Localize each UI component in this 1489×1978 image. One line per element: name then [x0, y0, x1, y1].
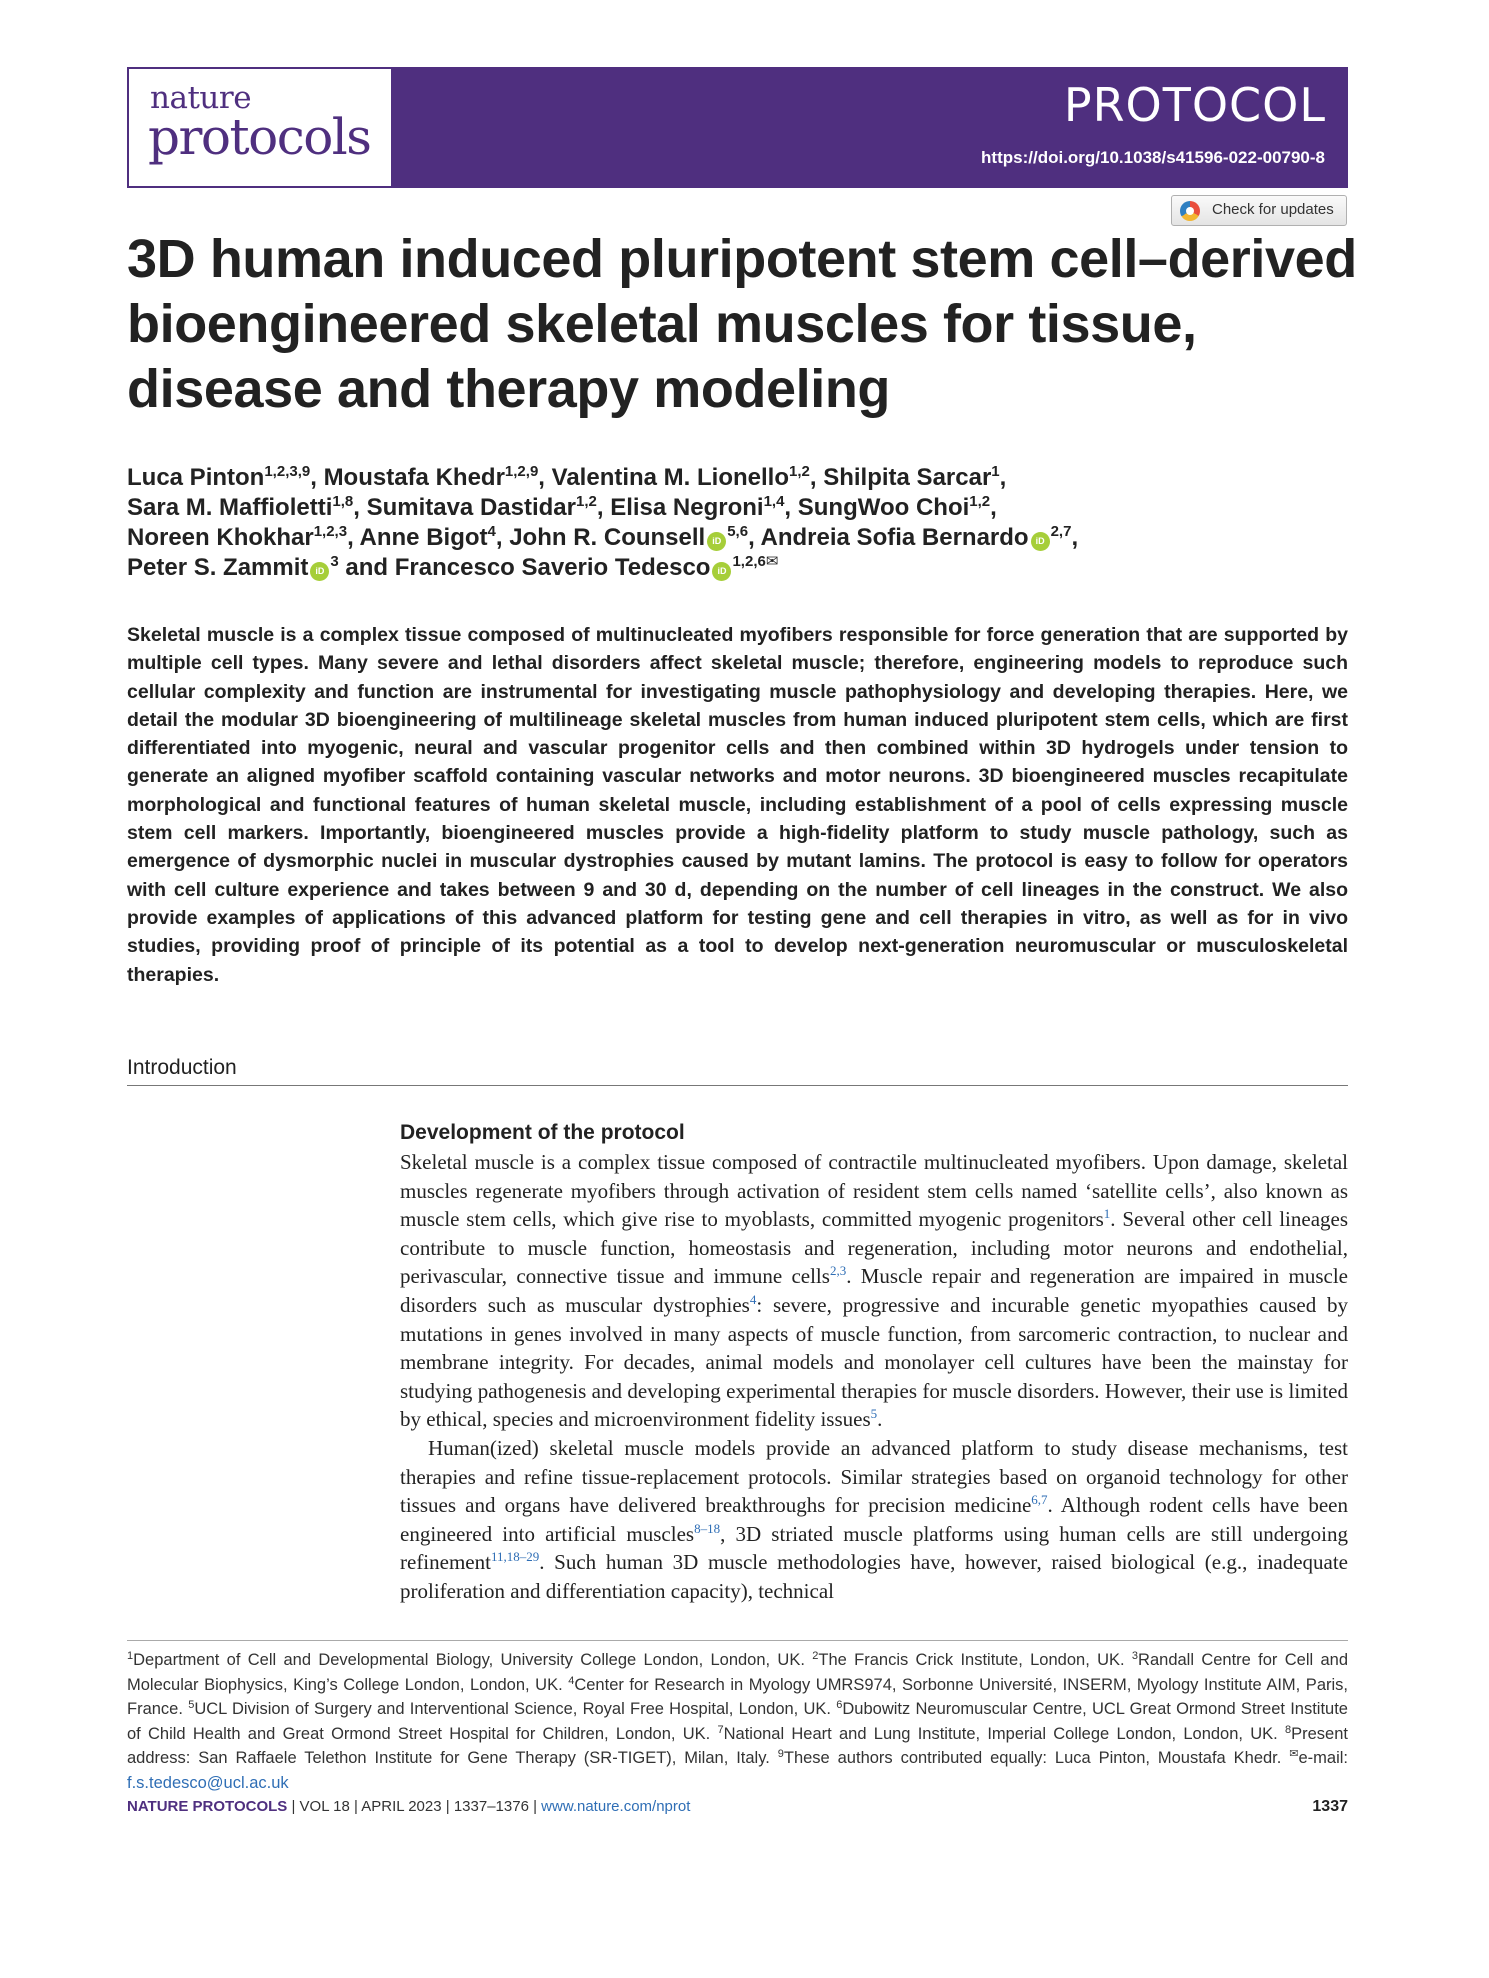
footnote-text: Present address: San Raffaele Telethon Institute for Gene Therapy (SR-TIGET), Milan, Italy. [127, 1724, 1348, 1768]
author-name[interactable]: Luca Pinton [127, 464, 265, 491]
introduction-heading: Introduction [127, 1056, 237, 1079]
orcid-icon[interactable]: iD [1031, 532, 1050, 551]
footnote-number: 3 [1131, 1650, 1139, 1662]
email-link[interactable]: f.s.tedesco@ucl.ac.uk [127, 1773, 289, 1792]
body-paragraph: Human(ized) skeletal muscle models provide an advanced platform to study disease mechanisms, test therapies and refine tissue-replacement protocols. Similar strategies based on organoid technology for other tissues and organs have delivered breakthroughs for precision medicine$^{6,7}$. Although rodent cells have been engineered into artificial muscles$^{8-18}$, 3D striated muscle platforms using human cells are still undergoing refinement$^{11,18-29}$. Such human 3D muscle methodologies have, however, raised biological (e.g., inadequate proliferation and differentiation capacity), technical [400, 1435, 1349, 1603]
doi-link[interactable]: https://doi.org/10.1038/s41596-022-00790-8 [981, 148, 1325, 167]
author-affiliation: 1,8 [332, 493, 354, 510]
reference-link[interactable]: 2,3 [829, 1263, 847, 1279]
author-name[interactable]: Elisa Negroni [610, 494, 764, 521]
reference-link[interactable]: 6,7 [1031, 1492, 1048, 1508]
author-affiliation: 1,2 [789, 463, 810, 480]
author-affiliation: 1,4 [763, 493, 785, 510]
article-title: 3D human induced pluripotent stem cell–derived bioengineered skeletal muscles for tissue, disease and therapy modeling [127, 229, 1357, 419]
logo-nature-text: nature [150, 80, 252, 116]
author-name[interactable]: Sumitava Dastidar [366, 494, 576, 521]
footnote-number: 4 [568, 1674, 575, 1687]
page-number: 1337 [1312, 1798, 1348, 1815]
reference-link[interactable]: 4 [749, 1291, 757, 1307]
footnote-text: Center for Research in Myology UMRS974, Sorbonne Université, INSERM, Myology Institute AIM, Paris, France. [127, 1675, 1348, 1719]
footnote-text: Department of Cell and Developmental Biology, University College London, London, UK. [133, 1651, 813, 1669]
abstract: Skeletal muscle is a complex tissue composed of multinucleated myofibers responsible for force generation that are supported by multiple cell types. Many severe and lethal disorders affect skeletal muscle; therefore, engineering models to reproduce such cellular complexity and function are instrumental for investigating muscle pathophysiology and developing therapies. Here, we detail the modular 3D bioengineering of multilineage skeletal muscles from human induced pluripotent stem cells, which are first differentiated into myogenic, neural and vascular progenitor cells and then combined within 3D hydrogels under tension to generate an aligned myofiber scaffold containing vascular networks and motor neurons. 3D bioengineered muscles recapitulate morphological and functional features of human skeletal muscle, including establishment of a pool of cells expressing muscle stem cell markers. Importantly, bioengineered muscles provide a high-fidelity platform to study muscle pathology, such as emergence of dysmorphic nuclei in muscular dystrophies caused by mutant lamins. The protocol is easy to follow for operators with cell culture experience and takes between 9 and 30 d, depending on the number of cell lineages in the construct. We also provide examples of applications of this advanced platform for testing gene and cell therapies in vitro, as well as for in vivo studies, providing proof of principle of its potential as a tool to develop next-generation neuromuscular or musculoskeletal therapies. [127, 624, 1348, 986]
author-affiliation: 1,2,9 [504, 463, 539, 480]
reference-link[interactable]: 1 [1103, 1206, 1111, 1222]
footnote-number: 9 [777, 1748, 784, 1761]
footnote-text: These authors contributed equally: Luca Pinton, Moustafa Khedr. [783, 1749, 1290, 1768]
subsection-heading: Development of the protocol [400, 1121, 685, 1144]
article-type-label: PROTOCOL [1063, 78, 1326, 132]
check-for-updates-label: Check for updates [1212, 201, 1334, 218]
footnote-number: 5 [188, 1699, 195, 1712]
footnote-text: Randall Centre for Cell and Molecular Biophysics, King’s College London, London, UK. [127, 1651, 1349, 1694]
footnote-text: National Heart and Lung Institute, Imperial College London, London, UK. [723, 1724, 1285, 1743]
author-affiliation: 1,2,6✉ [732, 553, 779, 570]
author-affiliation: 1,2,3,9 [264, 463, 311, 480]
author-name[interactable]: SungWoo Choi [797, 494, 970, 521]
orcid-icon[interactable]: iD [707, 532, 726, 551]
check-for-updates-button[interactable] [1171, 195, 1347, 226]
footnote-divider [127, 1640, 1348, 1641]
author-name[interactable]: Peter S. Zammit [127, 554, 309, 581]
footnote-number: 1 [127, 1650, 134, 1662]
footnote-number: 8 [1285, 1723, 1292, 1736]
crossmark-icon [1180, 201, 1200, 221]
author-affiliation: 2,7 [1050, 523, 1072, 540]
author-name[interactable]: Noreen Khokhar [127, 524, 314, 551]
reference-link[interactable]: 11,18–29 [490, 1549, 540, 1565]
affiliations-footnotes [127, 1648, 1348, 1796]
author-affiliation: 3 [330, 553, 339, 570]
author-affiliation: 4 [487, 523, 496, 540]
author-name[interactable]: Francesco Saverio Tedesco [394, 554, 711, 581]
author-name[interactable]: Andreia Sofia Bernardo [760, 524, 1029, 551]
footnote-number: 2 [812, 1650, 819, 1662]
footer-date: APRIL 2023 [361, 1798, 442, 1815]
author-name[interactable]: Sara M. Maffioletti [127, 494, 333, 521]
author-name[interactable]: Shilpita Sarcar [823, 464, 992, 491]
author-affiliation: 1 [991, 463, 1000, 480]
author-name[interactable]: Moustafa Khedr [323, 464, 505, 491]
body-paragraph: Skeletal muscle is a complex tissue composed of contractile multinucleated myofibers. Upon damage, skeletal muscles regenerate myofibers through activation of resident stem cells named ‘satellite cells’, also known as muscle stem cells, which give rise to myoblasts, committed myogenic progenitors$^1$. Several other cell lineages contribute to muscle function, homeostasis and regeneration, including motor neurons and endothelial, perivascular, connective tissue and immune cells$^{2,3}$. Muscle repair and regeneration are impaired in muscle disorders such as muscular dystrophies$^4$: severe, progressive and incurable genetic myopathies caused by mutations in genes involved in many aspects of muscle function, from sarcomeric contraction, to nuclear and membrane integrity. For decades, animal models and monolayer cell cultures have been the mainstay for studying pathogenesis and developing experimental therapies for muscle disorders. However, their use is limited by ethical, species and microenvironment fidelity issues$^5$. [400, 1150, 1349, 1432]
footnote-text: The Francis Crick Institute, London, UK. [818, 1651, 1132, 1669]
page-footer: NATURE PROTOCOLS | VOL 18 | APRIL 2023 | 1337–1376 | www.nature.com/nprot [127, 1798, 691, 1815]
envelope-icon[interactable]: ✉ [765, 553, 779, 570]
footer-pages: 1337–1376 [453, 1798, 529, 1815]
section-divider [127, 1085, 1348, 1086]
footer-volume: VOL 18 [299, 1798, 350, 1815]
author-name[interactable]: Anne Bigot [359, 524, 488, 551]
author-list: Luca Pinton$^{1,2,3,9}$, Moustafa Khedr$^{1,2,9}$, Valentina M. Lionello$^{1,2}$, Shilpita Sarcar$^1$, Sara M. Maffioletti$^{1,8}$, Sumitava Dastidar$^{1,2}$, Elisa Negroni$^{1,4}$, SungWoo Choi$^{1,2}$, Noreen Khokhar$^{1,2,3}$, Anne Bigot$^4$, John R. Counsell iD$^{5,6}$, Andreia Sofia Bernardo iD$^{2,7}$, Peter S. Zammit $iD^3$ and Francesco Saverio Tedesco $iD^{1,2,6✉}$ [127, 463, 1079, 581]
orcid-icon[interactable]: iD [310, 562, 329, 581]
email-label: e-mail: [1298, 1749, 1348, 1768]
footnote-number: 7 [717, 1723, 724, 1736]
reference-link[interactable]: 5 [870, 1406, 878, 1422]
logo-protocols-text: protocols [148, 108, 371, 166]
author-affiliation: 1,2 [969, 493, 991, 510]
footer-journal-name: NATURE PROTOCOLS [127, 1798, 288, 1815]
author-name[interactable]: John R. Counsell [509, 524, 706, 551]
author-name[interactable]: Valentina M. Lionello [551, 464, 790, 491]
envelope-icon: ✉ [1289, 1748, 1299, 1761]
body-text [400, 1148, 1348, 1606]
footnote-text: UCL Division of Surgery and Interventional Science, Royal Free Hospital, London, UK. [194, 1700, 837, 1719]
reference-link[interactable]: 8–18 [694, 1520, 721, 1536]
footer-journal-link[interactable]: www.nature.com/nprot [541, 1798, 691, 1815]
author-affiliation: 1,2,3 [313, 523, 348, 540]
author-affiliation: 5,6 [727, 523, 749, 540]
footnote-number: 6 [836, 1699, 843, 1712]
orcid-icon[interactable]: iD [712, 562, 731, 581]
footnote-text: Dubowitz Neuromuscular Centre, UCL Great Ormond Street Institute of Child Health and Great Ormond Street Hospital for Children, London, UK. [127, 1700, 1348, 1743]
author-affiliation: 1,2 [575, 493, 597, 510]
